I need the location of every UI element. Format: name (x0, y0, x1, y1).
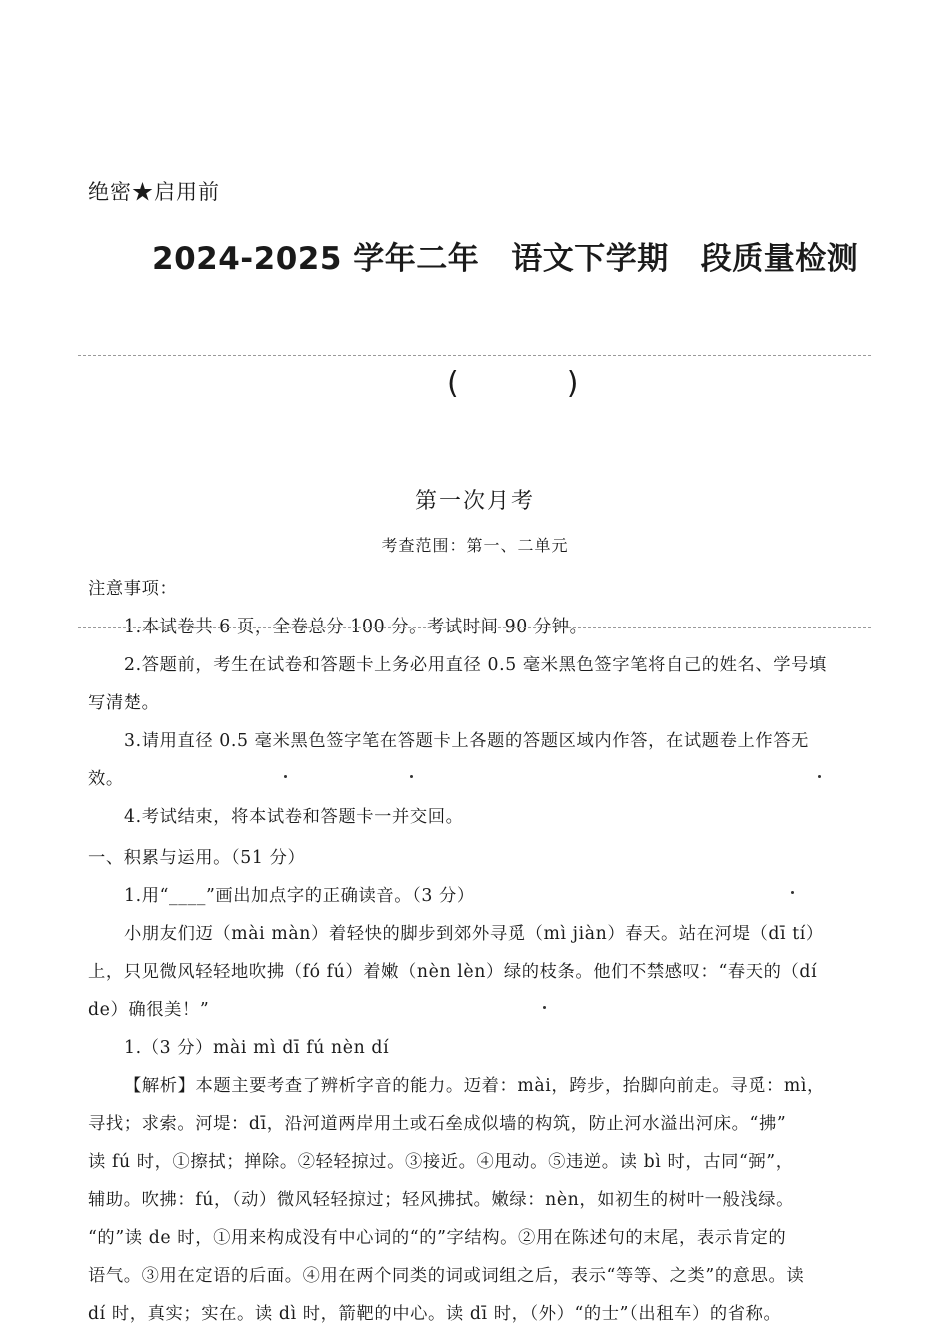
exam-name: 第一次月考 (414, 489, 535, 514)
stray-dot (410, 775, 413, 778)
stray-dot (791, 891, 794, 894)
note-item-3: 3.请用直径 0.5 毫米黑色签字笔在答题卡上各题的答题区域内作答，在试题卷上作答无 (124, 731, 810, 751)
analysis-line: “的”读 de 时，①用来构成没有中心词的“的”字结构。②用在陈述句的末尾，表示肯定的 (88, 1228, 787, 1248)
question-1-prompt: 1.用“____”画出加点字的正确读音。（3 分） (124, 886, 475, 906)
section-heading: 一、积累与运用。（51 分） (88, 848, 306, 868)
analysis-line: dí 时，真实；实在。读 dì 时，箭靶的中心。读 dī 时，（外）“的士”（出租车）的省称。 (88, 1304, 782, 1324)
stray-dot (818, 775, 821, 778)
paren-left: ( (447, 366, 459, 401)
note-item-2-cont: 写清楚。 (88, 693, 160, 713)
note-item-1: 1.本试卷共 6 页，全卷总分 100 分。考试时间 90 分钟。 (124, 617, 588, 637)
note-item-2: 2.答题前，考生在试卷和答题卡上务必用直径 0.5 毫米黑色签字笔将自己的姓名、学号填 (124, 655, 827, 675)
analysis-line: 读 fú 时，①擦拭；掸除。②轻轻掠过。③接近。④甩动。⑤违逆。读 bì 时，古同“弼”， (88, 1152, 794, 1172)
title-part-2: 语文下学期 (511, 241, 669, 277)
note-item-3-cont: 效。 (88, 769, 124, 789)
analysis-line: 寻找；求索。河堤：dī，沿河道两岸用土或石垒成似墙的构筑，防止河水溢出河床。“拂” (88, 1114, 787, 1134)
analysis-line: 辅助。吹拂：fú，（动）微风轻轻掠过；轻风拂拭。嫩绿：nèn，如初生的树叶一般浅绿。 (88, 1190, 794, 1210)
passage-line: de）确很美！” (88, 1000, 210, 1020)
notes-heading: 注意事项： (88, 579, 178, 599)
divider-top (78, 355, 871, 356)
analysis-line: 【解析】本题主要考查了辨析字音的能力。迈着：mài，跨步，抬脚向前走。寻觅：mì， (124, 1076, 825, 1096)
stray-dot (284, 775, 287, 778)
answer-line: 1.（3 分）mài mì dī fú nèn dí (124, 1038, 390, 1058)
divider-mid (78, 627, 871, 628)
paren-right: ) (566, 366, 579, 401)
stray-dot (543, 1006, 546, 1009)
passage-line: 小朋友们迈（mài màn）着轻快的脚步到郊外寻觅（mì jiàn）春天。站在河堤（dī tí） (124, 924, 824, 944)
note-item-4: 4.考试结束，将本试卷和答题卡一并交回。 (124, 807, 464, 827)
page-title (152, 233, 858, 278)
analysis-line: 语气。③用在定语的后面。④用在两个同类的词或词组之后，表示“等等、之类”的意思。读 (88, 1266, 805, 1286)
exam-scope: 考查范围：第一、二单元 (381, 536, 569, 555)
title-part-3: 段质量检测 (700, 241, 859, 277)
grade-parentheses (447, 366, 578, 401)
secret-label: 绝密★启用前 (88, 180, 220, 204)
title-part-1: 2024-2025 学年二年 (152, 241, 480, 277)
passage-line: 上，只见微风轻轻地吹拂（fó fú）着嫩（nèn lèn）绿的枝条。他们不禁感叹：“春天的（dí (88, 962, 818, 982)
